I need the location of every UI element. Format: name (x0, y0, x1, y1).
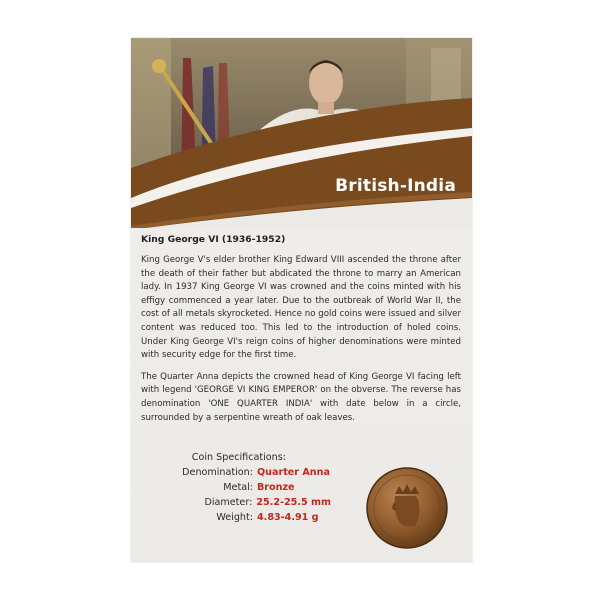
spec-value: 25.2-25.5 mm (256, 497, 331, 508)
spec-label: Metal: (223, 482, 253, 493)
spec-value: 4.83-4.91 g (257, 512, 319, 523)
brown-wave-banner (131, 98, 472, 228)
spec-value: Quarter Anna (257, 467, 330, 478)
spec-row-weight (141, 510, 331, 525)
coin-specifications (141, 450, 331, 525)
spec-row-diameter (141, 495, 331, 510)
spec-label: Denomination: (182, 467, 253, 478)
banner-title: British-India (335, 176, 456, 196)
coin-folder-card (131, 38, 472, 562)
bronze-quarter-anna-coin (365, 466, 449, 554)
article-body (141, 234, 461, 433)
spec-value: Bronze (257, 482, 295, 493)
spec-label: Weight: (216, 512, 253, 523)
paragraph-coin-description: The Quarter Anna depicts the crowned head of King George VI facing left with legend 'GEORGE VI KING EMPEROR' on the obverse. The reverse has denomination 'ONE QUARTER INDIA' with date below in a circle, surrounded by a serpentine wreath of oak leaves. (141, 371, 461, 423)
coin-image (365, 466, 449, 550)
spec-row-metal (141, 480, 331, 495)
paragraph-history: King George V's elder brother King Edward VIII ascended the throne after the death of their father but abdicated the throne to marry an American lady. In 1937 King George VI was crowned and the coins minted with his effigy commenced a year later. Due to the outbreak of World War II, the cost of all metals skyrocketed. Hence no gold coins were issued and silver content was reduced too. This led to the introduction of holed coins. Under King George VI's reign coins of higher denominations were minted with security edge for the first time. (141, 255, 461, 361)
spec-label: Diameter: (204, 497, 253, 508)
article-heading: King George VI (1936-1952) (141, 234, 286, 245)
spec-row-denomination (141, 465, 331, 480)
specs-title: Coin Specifications: (191, 452, 286, 463)
